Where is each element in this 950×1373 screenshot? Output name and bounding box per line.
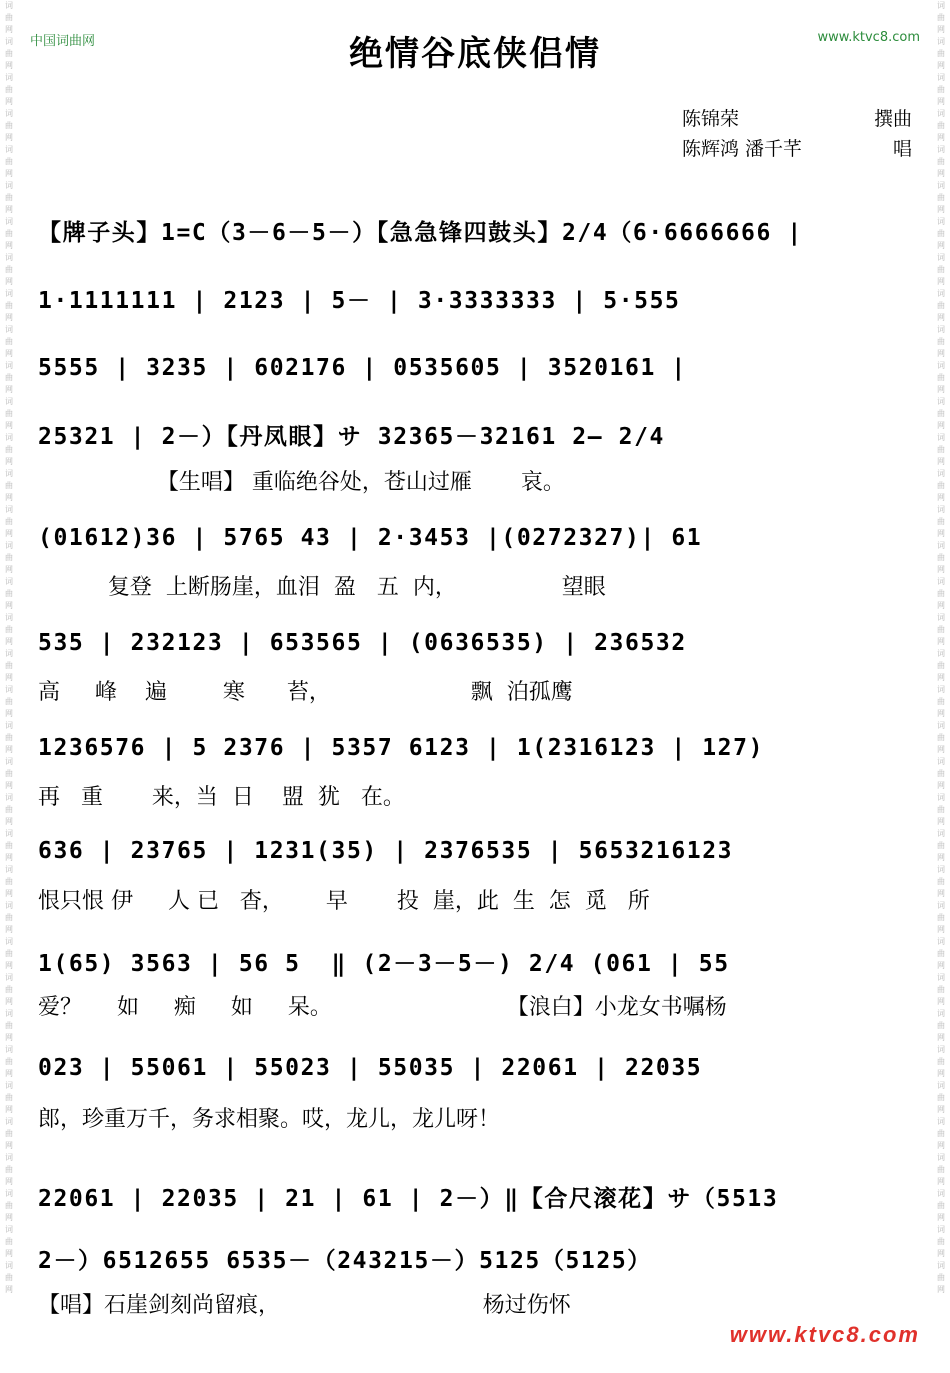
notation-line-1: 【牌子头】1=C（3－6－5－）【急急锋四鼓头】2/4（6·6666666 | bbox=[38, 220, 803, 246]
footer-site-logo[interactable]: www.ktvc8.com bbox=[729, 1322, 920, 1347]
notation-line-2: 1·1111111 | 2123 | 5－ | 3·3333333 | 5·555 bbox=[38, 288, 681, 314]
site-url-right[interactable]: www.ktvc8.com bbox=[817, 30, 920, 45]
left-watermark-strip: 词 曲 网 词 曲 网 词 曲 网 词 曲 网 词 曲 网 词 曲 网 词 曲 网 词 曲 网 词 曲 网 词 曲 网 词 曲 网 词 曲 网 词 曲 网 词 曲 网 词 曲 网 词 曲 网 词 曲 网 词 曲 网 词 曲 网 词 曲 网 词 曲 网 词 曲 网 词 曲 网 词 曲 网 词 曲 网 词 曲 网 词 曲 网 词 曲 网 词 曲 网 词 曲 网 词 曲 网 词 曲 网 词 曲 网 词 曲 网 词 曲 网 词 曲 网 bbox=[5, 1, 16, 1294]
lyric-line-6: 高 峰 遍 寒 苔， 飘 泊孤鹰 bbox=[38, 680, 573, 705]
singer-role: 唱 bbox=[892, 138, 912, 160]
lyric-line-8: 恨只恨 伊 人 已 杳， 早 投 崖，此 生 怎 觅 所 bbox=[38, 889, 650, 914]
notation-line-8: 636 | 23765 | 1231(35) | 2376535 | 5653216123 bbox=[38, 838, 734, 864]
notation-line-12: 2－）6512655 6535－（243215－）5125（5125） bbox=[38, 1248, 652, 1274]
singer-credit bbox=[682, 134, 912, 161]
lyric-line-12: 【唱】石崖剑刻尚留痕， 杨过伤怀 bbox=[38, 1293, 571, 1318]
lyric-line-7: 再 重 来，当 日 盟 犹 在。 bbox=[38, 785, 405, 810]
lyric-line-10: 郎，珍重万千，务求相聚。哎，龙儿，龙儿呀！ bbox=[38, 1107, 501, 1132]
notation-line-6: 535 | 232123 | 653565 | (0636535) | 236532 bbox=[38, 630, 687, 656]
composer-name: 陈锦荣 bbox=[682, 108, 740, 130]
right-watermark-strip: 词 曲 网 词 曲 网 词 曲 网 词 曲 网 词 曲 网 词 曲 网 词 曲 网 词 曲 网 词 曲 网 词 曲 网 词 曲 网 词 曲 网 词 曲 网 词 曲 网 词 曲 网 词 曲 网 词 曲 网 词 曲 网 词 曲 网 词 曲 网 词 曲 网 词 曲 网 词 曲 网 词 曲 网 词 曲 网 词 曲 网 词 曲 网 词 曲 网 词 曲 网 词 曲 网 词 曲 网 词 曲 网 词 曲 网 词 曲 网 词 曲 网 词 曲 网 bbox=[937, 1, 948, 1294]
notation-line-3: 5555 | 3235 | 602176 | 0535605 | 3520161 | bbox=[38, 355, 687, 381]
lyric-line-5: 复登 上断肠崖，血泪 盈 五 内， 望眼 bbox=[38, 575, 606, 600]
lyric-line-9: 爱？ 如 痴 如 呆。 【浪白】小龙女书嘱杨 bbox=[38, 995, 727, 1020]
notation-line-9: 1(65) 3563 | 56 5 ‖ (2－3－5－) 2/4 (061 | 55 bbox=[38, 951, 730, 977]
site-name-left[interactable]: 中国词曲网 bbox=[30, 34, 96, 49]
composer-credit bbox=[682, 104, 912, 131]
composer-role: 撰曲 bbox=[873, 108, 912, 130]
notation-line-7: 1236576 | 5 2376 | 5357 6123 | 1(2316123 | 127) bbox=[38, 735, 765, 761]
notation-line-5: (01612)36 | 5765 43 | 2·3453 |(0272327)| 61 bbox=[38, 525, 703, 551]
notation-line-4: 25321 | 2－）【丹凤眼】サ 32365－32161 2— 2/4 bbox=[38, 424, 665, 450]
page-title: 绝情谷底侠侣情 bbox=[349, 34, 601, 74]
singer-names: 陈辉鸿 潘千芊 bbox=[682, 138, 803, 160]
notation-line-10: 023 | 55061 | 55023 | 55035 | 22061 | 22035 bbox=[38, 1055, 703, 1081]
notation-line-11: 22061 | 22035 | 21 | 61 | 2－）‖【合尺滚花】サ（5513 bbox=[38, 1186, 779, 1212]
lyric-line-4: 【生唱】 重临绝谷处，苍山过雁 哀。 bbox=[38, 470, 565, 495]
